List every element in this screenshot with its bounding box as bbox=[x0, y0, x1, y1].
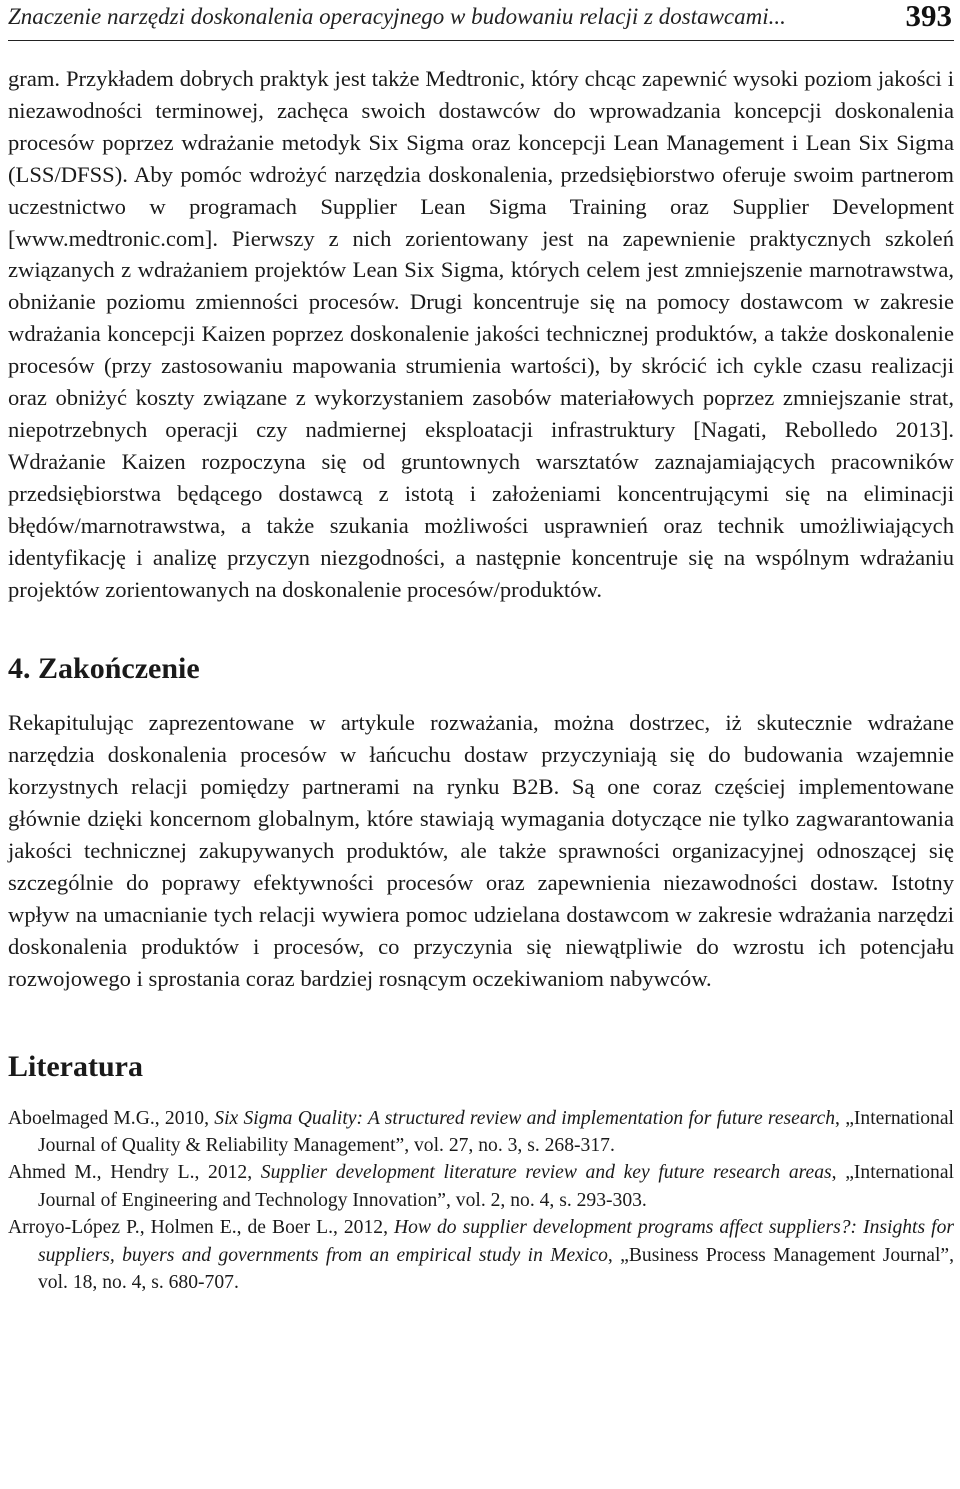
running-header bbox=[8, 0, 954, 41]
reference-title: Supplier development literature review and key future research areas bbox=[260, 1162, 832, 1184]
reference-authors: Arroyo-López P., Holmen E., de Boer L., 2012, bbox=[8, 1217, 394, 1239]
reference-authors: Aboelmaged M.G., 2010, bbox=[8, 1107, 215, 1129]
running-title: Znaczenie narzędzi doskonalenia operacyjnego w budowaniu relacji z dostawcami... bbox=[8, 4, 786, 29]
literature-heading: Literatura bbox=[8, 1049, 143, 1083]
reference-item bbox=[8, 1214, 954, 1296]
reference-source: , „Business Process Management Journal”, vol. 18, no. 4, s. 680-707. bbox=[38, 1244, 954, 1293]
document-page bbox=[8, 0, 954, 1296]
body-paragraph: gram. Przykładem dobrych praktyk jest także Medtronic, który chcąc zapewnić wysoki poziom jakości i niezawodności terminowej, zachęca swoich dostawców do wprowadzania koncepcji doskonalenia procesów poprzez wdrażanie metodyk Six Sigma oraz koncepcji Lean Management i Lean Six Sigma (LSS/DFSS). Aby pomóc wdrożyć narzędzia doskonalenia, przedsiębiorstwo oferuje swoim partnerom uczestnictwo w programach Supplier Lean Sigma Training oraz Supplier Development [www.medtronic.com]. Pierwszy z nich zorientowany jest na zapewnienie praktycznych szkoleń związanych z wdrażaniem projektów Lean Six Sigma, których celem jest zmniejszenie marnotrawstwa, obniżanie poziomu zmienności procesów. Drugi koncentruje się na pomocy dostawcom w zakresie wdrażania koncepcji Kaizen poprzez doskonalenie jakości technicznej produktów, a także doskonalenie procesów (przy zastosowaniu mapowania strumienia wartości), by skrócić ich cykle czasu realizacji oraz obniżyć koszty związane z wykorzystaniem zasobów materiałowych poprzez zmniejszanie strat, niepotrzebnych operacji czy nadmiernej eksploatacji infrastruktury [Nagati, Rebolledo 2013]. Wdrażanie Kaizen rozpoczyna się od gruntownych warsztatów zaznajamiających pracowników przedsiębiorstwa będącego dostawcą z istotą i założeniami koncentrującymi się na eliminacji błędów/marnotrawstwa, a także szukania możliwości usprawnień oraz technik umożliwiających identyfikację i analizę przyczyn niezgodności, a następnie koncentruje się na wspólnym wdrażaniu projektów zorientowanych na doskonalenie procesów/produktów. bbox=[8, 66, 954, 602]
section-heading-conclusion: 4. Zakończenie bbox=[8, 652, 200, 686]
reference-title: How do supplier development programs affect suppliers?: Insights for suppliers, buyers and governments from an empirical study in Mexico bbox=[38, 1217, 954, 1266]
reference-source: , „International Journal of Quality & Reliability Management”, vol. 27, no. 3, s. 268-317. bbox=[38, 1107, 954, 1156]
reference-item bbox=[8, 1105, 954, 1160]
conclusion-paragraph: Rekapitulując zaprezentowane w artykule rozważania, można dostrzec, iż skutecznie wdrażane narzędzia doskonalenia procesów w łańcuchu dostaw przyczyniają się do budowania wzajemnie korzystnych relacji pomiędzy partnerami na rynku B2B. Są one coraz częściej implementowane głównie dzięki koncernom globalnym, które stawiają wymagania dotyczące nie tylko zagwarantowania jakości technicznej zakupywanych produktów, ale także sprawności organizacyjnej odnoszącej się szczególnie do poprawy efektywności procesów oraz zapewnienia niezawodności dostaw. Istotny wpływ na umacnianie tych relacji wywiera pomoc udzielana dostawcom w zakresie wdrażania narzędzi doskonalenia produktów i procesów, co przyczynia się niewątpliwie do wzrostu ich potencjału rozwojowego i sprostania coraz bardziej rosnącym oczekiwaniom nabywców. bbox=[8, 710, 954, 991]
reference-list bbox=[8, 1105, 954, 1297]
reference-item bbox=[8, 1159, 954, 1214]
reference-title: Six Sigma Quality: A structured review and implementation for future research bbox=[214, 1107, 836, 1129]
page-number: 393 bbox=[905, 0, 952, 33]
reference-authors: Ahmed M., Hendry L., 2012, bbox=[8, 1162, 261, 1184]
reference-source: , „International Journal of Engineering and Technology Innovation”, vol. 2, no. 4, s. 293-303. bbox=[38, 1162, 954, 1211]
